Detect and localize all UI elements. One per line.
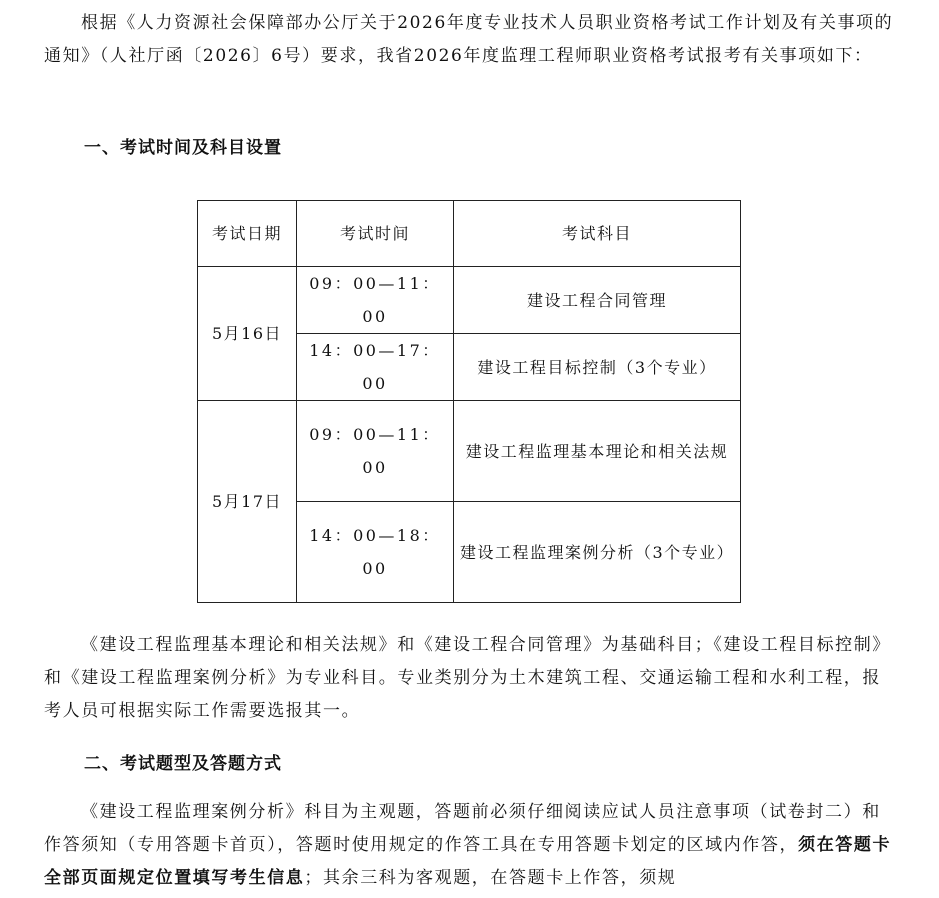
header-exam-subject: 考试科目 — [454, 201, 741, 267]
exam-subject-cell: 建设工程目标控制（3个专业） — [454, 334, 741, 401]
table-header-row — [198, 201, 741, 267]
exam-time-cell: 14：00—17：00 — [297, 334, 454, 401]
subjects-note-paragraph: 《建设工程监理基本理论和相关法规》和《建设工程合同管理》为基础科目；《建设工程目标控制》和《建设工程监理案例分析》为专业科目。专业类别分为土木建筑工程、交通运输工程和水利工程，报考人员可根据实际工作需要选报其一。 — [44, 635, 891, 721]
answer-method-text: 《建设工程监理案例分析》科目为主观题，答题前必须仔细阅读应试人员注意事项（试卷封二）和作答须知（专用答题卡首页），答题时使用规定的作答工具在专用答题卡划定的区域内作答， — [44, 802, 881, 855]
section-1-heading: 一、考试时间及科目设置 — [84, 138, 282, 158]
exam-date-cell: 5月16日 — [198, 267, 297, 401]
header-exam-time: 考试时间 — [297, 201, 454, 267]
exam-schedule-table — [197, 200, 741, 603]
table-row — [198, 401, 741, 502]
exam-time-cell: 09：00—11：00 — [297, 267, 454, 334]
exam-time-cell: 14：00—18：00 — [297, 502, 454, 603]
answer-method-emphasis: 须在答题卡全部页面规定位置填写考生信息 — [44, 835, 892, 888]
exam-subject-cell: 建设工程监理基本理论和相关法规 — [454, 401, 741, 502]
answer-method-paragraph — [44, 796, 894, 895]
intro-paragraph: 根据《人力资源社会保障部办公厅关于2026年度专业技术人员职业资格考试工作计划及有关事项的通知》（人社厅函〔2026〕6号）要求，我省2026年度监理工程师职业资格考试报考有关事项如下： — [44, 13, 894, 66]
header-exam-date: 考试日期 — [198, 201, 297, 267]
exam-time-cell: 09：00—11：00 — [297, 401, 454, 502]
table-row — [198, 267, 741, 334]
exam-subject-cell: 建设工程合同管理 — [454, 267, 741, 334]
answer-method-text-continued: ；其余三科为客观题，在答题卡上作答，须规 — [304, 868, 677, 888]
section-2-heading: 二、考试题型及答题方式 — [84, 754, 282, 774]
exam-subject-cell: 建设工程监理案例分析（3个专业） — [454, 502, 741, 603]
exam-date-cell: 5月17日 — [198, 401, 297, 603]
